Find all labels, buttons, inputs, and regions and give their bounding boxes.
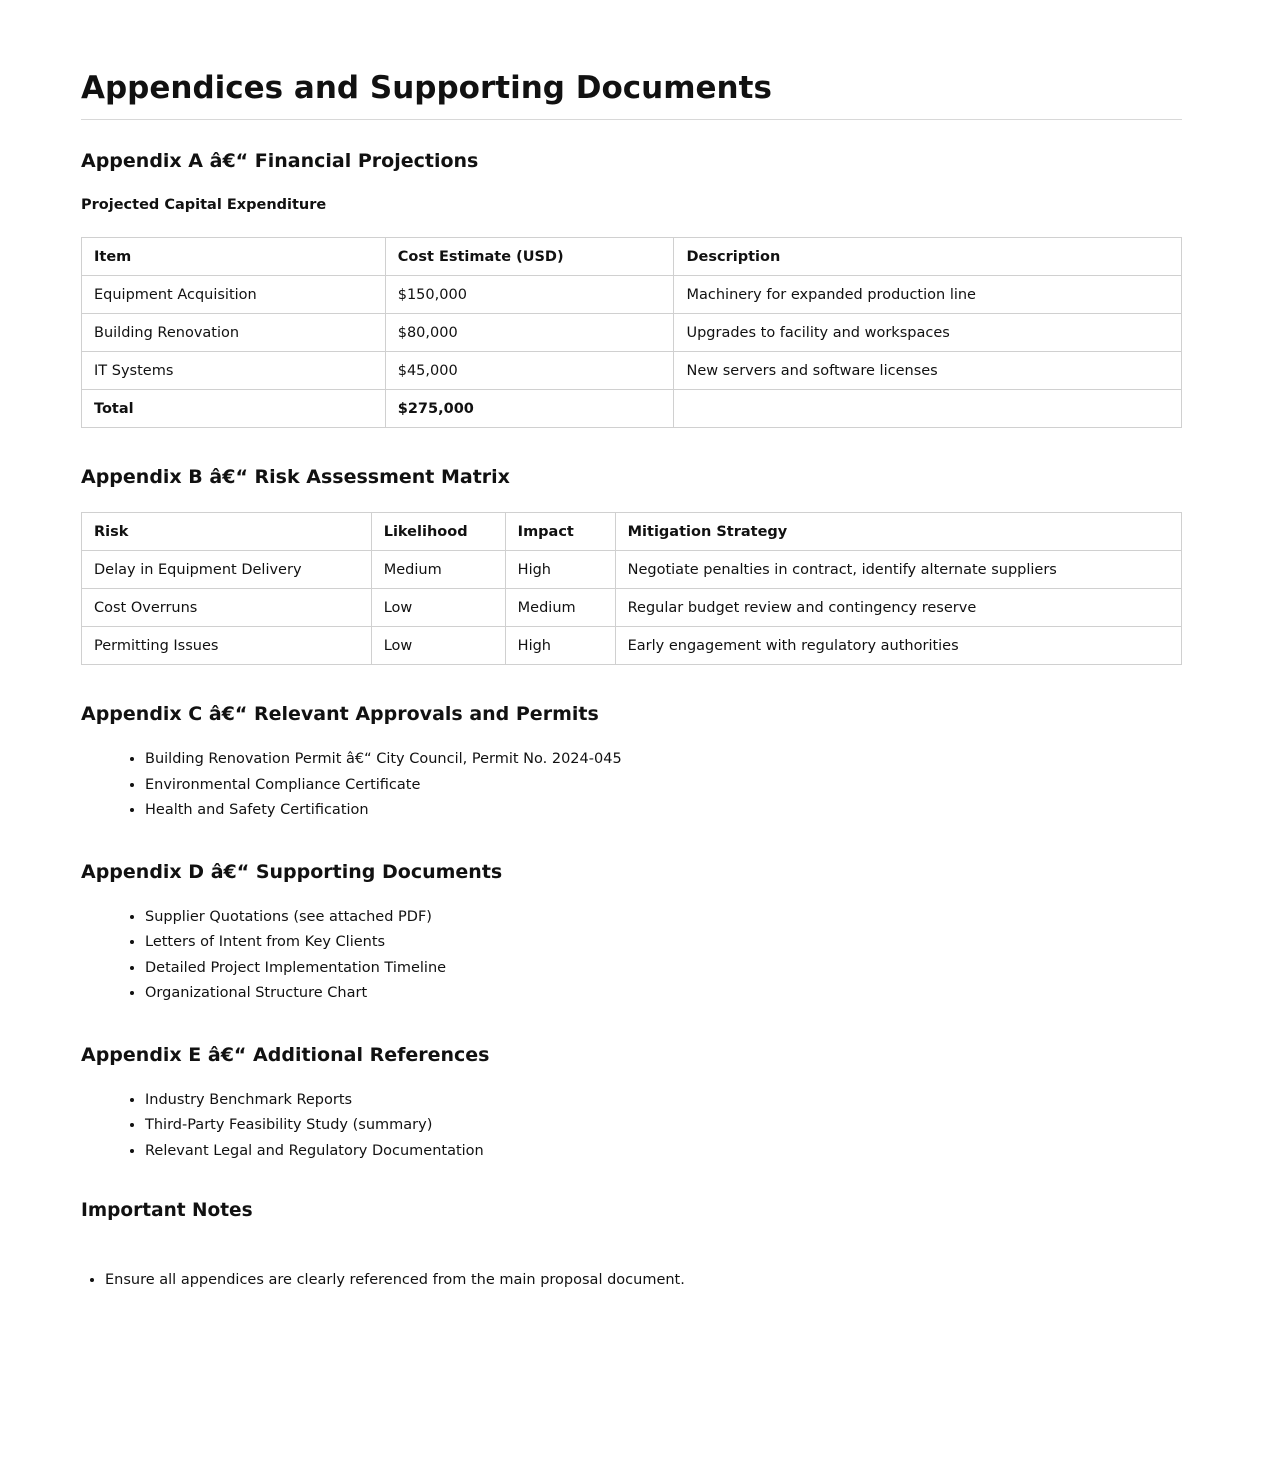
list-item: • Environmental Compliance Certificate <box>145 773 1182 799</box>
capex-table <box>81 237 1182 428</box>
appendix-e-heading: Appendix E â€“ Additional References <box>81 1043 490 1066</box>
table-cell: Delay in Equipment Delivery <box>82 551 372 589</box>
table-cell: $150,000 <box>385 276 674 314</box>
list-item: • Letters of Intent from Key Clients <box>145 930 1182 956</box>
page-title: Appendices and Supporting Documents <box>81 0 1182 120</box>
table-cell: Medium <box>371 551 505 589</box>
column-header-impact: Impact <box>505 513 615 551</box>
table-row <box>82 551 1182 589</box>
references-list <box>81 1088 1182 1165</box>
approvals-list <box>81 747 1182 824</box>
table-cell: Upgrades to facility and workspaces <box>674 314 1182 352</box>
list-item: • Ensure all appendices are clearly referenced from the main proposal document. <box>105 1268 1182 1293</box>
important-notes-heading: Important Notes <box>81 1200 253 1221</box>
list-item: • Building Renovation Permit â€“ City Council, Permit No. 2024-045 <box>145 747 1182 773</box>
column-header-likelihood: Likelihood <box>371 513 505 551</box>
table-cell: Regular budget review and contingency reserve <box>615 589 1181 627</box>
notes-list <box>81 1268 1182 1293</box>
table-cell: Low <box>371 627 505 665</box>
table-cell: IT Systems <box>82 352 386 390</box>
column-header-description: Description <box>674 238 1182 276</box>
total-description <box>674 390 1182 428</box>
table-cell: Medium <box>505 589 615 627</box>
column-header-item: Item <box>82 238 386 276</box>
table-cell: Machinery for expanded production line <box>674 276 1182 314</box>
total-value: $275,000 <box>385 390 674 428</box>
table-cell: High <box>505 551 615 589</box>
table-cell: Equipment Acquisition <box>82 276 386 314</box>
supporting-documents-list <box>81 905 1182 1007</box>
table-row <box>82 352 1182 390</box>
table-cell: $45,000 <box>385 352 674 390</box>
document-page <box>81 0 1182 1293</box>
list-item: • Organizational Structure Chart <box>145 981 1182 1007</box>
column-header-cost: Cost Estimate (USD) <box>385 238 674 276</box>
appendix-b-heading: Appendix B â€“ Risk Assessment Matrix <box>81 466 510 488</box>
table-cell: $80,000 <box>385 314 674 352</box>
risk-matrix-table <box>81 512 1182 665</box>
table-cell: Building Renovation <box>82 314 386 352</box>
table-row <box>82 276 1182 314</box>
table-row <box>82 627 1182 665</box>
table-row <box>82 314 1182 352</box>
table-cell: New servers and software licenses <box>674 352 1182 390</box>
table-cell: Cost Overruns <box>82 589 372 627</box>
column-header-risk: Risk <box>82 513 372 551</box>
appendix-c-heading: Appendix C â€“ Relevant Approvals and Permits <box>81 703 599 725</box>
list-item: • Health and Safety Certification <box>145 798 1182 824</box>
list-item: • Relevant Legal and Regulatory Documentation <box>145 1139 1182 1165</box>
table-cell: Permitting Issues <box>82 627 372 665</box>
table-cell: Negotiate penalties in contract, identify alternate suppliers <box>615 551 1181 589</box>
column-header-mitigation: Mitigation Strategy <box>615 513 1181 551</box>
list-item: • Third-Party Feasibility Study (summary) <box>145 1113 1182 1139</box>
total-row <box>82 390 1182 428</box>
table-cell: Early engagement with regulatory authorities <box>615 627 1181 665</box>
table-cell: Low <box>371 589 505 627</box>
table-header-row <box>82 238 1182 276</box>
total-label: Total <box>82 390 386 428</box>
table-cell: High <box>505 627 615 665</box>
list-item: • Supplier Quotations (see attached PDF) <box>145 905 1182 931</box>
appendix-d-heading: Appendix D â€“ Supporting Documents <box>81 860 503 883</box>
list-item: • Industry Benchmark Reports <box>145 1088 1182 1114</box>
table-row <box>82 589 1182 627</box>
list-item: • Detailed Project Implementation Timeline <box>145 956 1182 982</box>
appendix-a-heading: Appendix A â€“ Financial Projections <box>81 150 479 172</box>
table-header-row <box>82 513 1182 551</box>
capex-subheading: Projected Capital Expenditure <box>81 197 327 213</box>
